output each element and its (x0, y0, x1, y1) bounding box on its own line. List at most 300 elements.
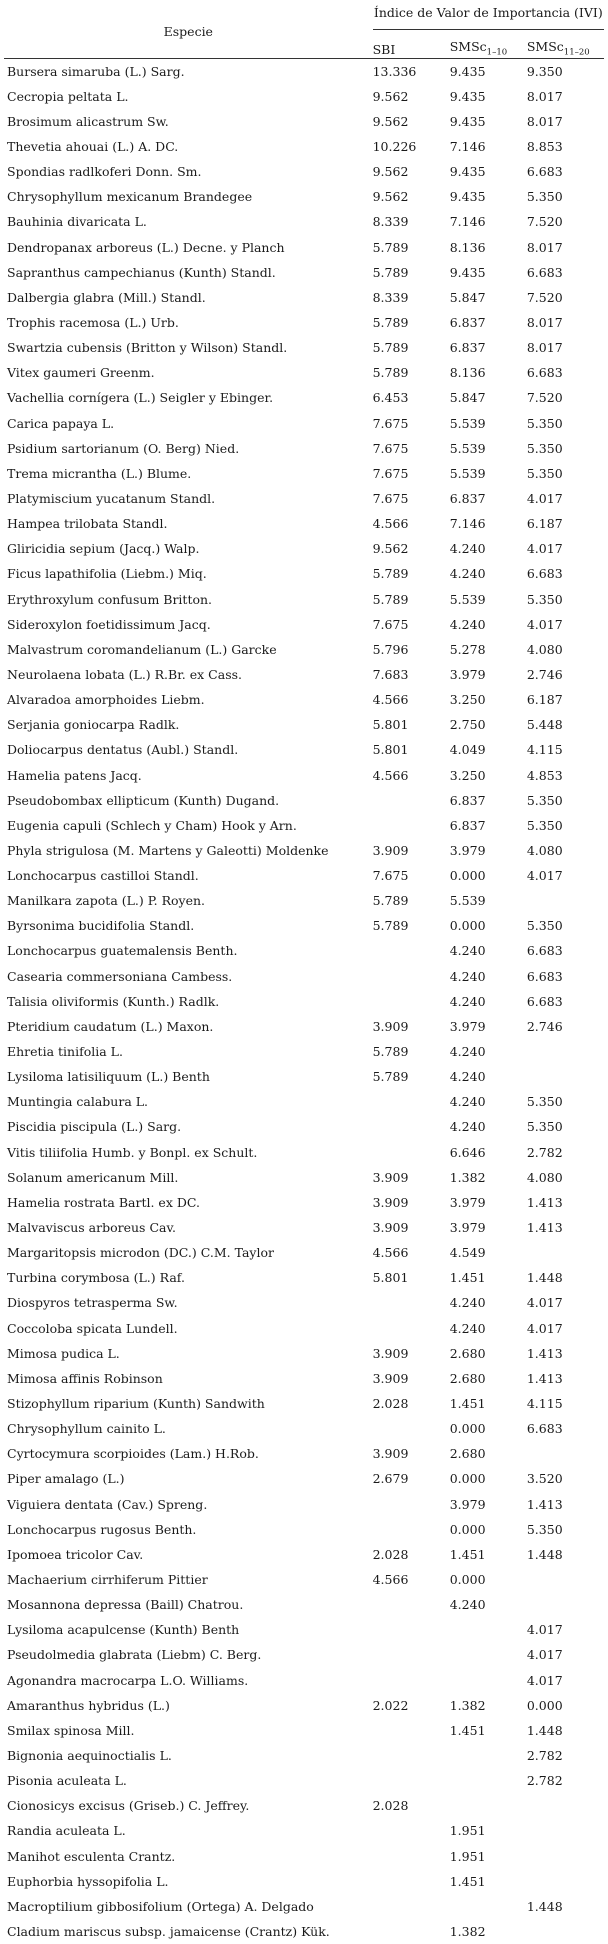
species-cell: Pseudobombax ellipticum (Kunth) Dugand. (4, 788, 373, 813)
table-row (4, 612, 604, 637)
table-row (4, 964, 604, 989)
smsc-11-20-cell: 1.413 (527, 1492, 604, 1517)
smsc-1-10-cell: 9.435 (450, 159, 527, 184)
smsc-1-10-cell: 3.979 (450, 662, 527, 687)
table-row (4, 360, 604, 385)
smsc-11-20-cell: 1.413 (527, 1341, 604, 1366)
smsc-1-10-cell: 0.000 (450, 863, 527, 888)
sbi-cell: 3.909 (373, 1165, 450, 1190)
smsc-11-20-cell: 0.000 (527, 1693, 604, 1718)
species-cell: Mimosa affinis Robinson (4, 1366, 373, 1391)
species-cell: Smilax spinosa Mill. (4, 1718, 373, 1743)
smsc-11-20-cell: 8.017 (527, 109, 604, 134)
species-cell: Piscidia piscipula (L.) Sarg. (4, 1114, 373, 1139)
sbi-cell (373, 1642, 450, 1667)
table-row (4, 1517, 604, 1542)
smsc-11-20-cell: 7.520 (527, 385, 604, 410)
smsc-11-20-cell: 5.350 (527, 1114, 604, 1139)
sbi-cell: 5.801 (373, 1265, 450, 1290)
smsc-1-10-cell: 1.451 (450, 1542, 527, 1567)
sbi-cell: 9.562 (373, 109, 450, 134)
smsc-1-10-cell (450, 1617, 527, 1642)
sbi-cell: 10.226 (373, 134, 450, 159)
smsc-1-10-cell: 4.240 (450, 989, 527, 1014)
table-row (4, 461, 604, 486)
species-cell: Lysiloma acapulcense (Kunth) Benth (4, 1617, 373, 1642)
smsc-11-20-cell: 4.853 (527, 762, 604, 787)
smsc-1-10-cell: 5.539 (450, 436, 527, 461)
species-cell: Mimosa pudica L. (4, 1341, 373, 1366)
smsc-1-10-cell: 1.451 (450, 1869, 527, 1894)
sbi-cell (373, 938, 450, 963)
species-cell: Hampea trilobata Standl. (4, 511, 373, 536)
header-ivi: Índice de Valor de Importancia (IVI) (373, 4, 604, 30)
smsc-1-10-cell: 0.000 (450, 1567, 527, 1592)
smsc-1-10-cell: 4.240 (450, 964, 527, 989)
species-cell: Lysiloma latisiliquum (L.) Benth (4, 1064, 373, 1089)
smsc-11-20-cell (527, 1240, 604, 1265)
smsc-11-20-cell: 6.683 (527, 159, 604, 184)
smsc-11-20-cell: 4.080 (527, 838, 604, 863)
species-cell: Coccoloba spicata Lundell. (4, 1316, 373, 1341)
smsc-1-10-cell: 6.837 (450, 335, 527, 360)
smsc-11-20-cell: 8.017 (527, 310, 604, 335)
sbi-cell (373, 1919, 450, 1944)
smsc-11-20-cell: 6.683 (527, 964, 604, 989)
sbi-cell: 5.789 (373, 234, 450, 259)
species-cell: Pseudolmedia glabrata (Liebm) C. Berg. (4, 1642, 373, 1667)
species-cell: Machaerium cirrhiferum Pittier (4, 1567, 373, 1592)
sbi-cell (373, 788, 450, 813)
table-row (4, 1743, 604, 1768)
sbi-cell: 2.028 (373, 1391, 450, 1416)
smsc-11-20-cell: 5.350 (527, 461, 604, 486)
species-cell: Solanum americanum Mill. (4, 1165, 373, 1190)
species-cell: Diospyros tetrasperma Sw. (4, 1290, 373, 1315)
species-cell: Margaritopsis microdon (DC.) C.M. Taylor (4, 1240, 373, 1265)
sbi-cell: 3.909 (373, 1215, 450, 1240)
smsc-11-20-cell (527, 1818, 604, 1843)
smsc-11-20-cell: 6.683 (527, 561, 604, 586)
smsc-11-20-cell: 8.017 (527, 335, 604, 360)
smsc-11-20-cell (527, 1869, 604, 1894)
sbi-cell: 7.683 (373, 662, 450, 687)
species-cell: Euphorbia hyssopifolia L. (4, 1869, 373, 1894)
table-row (4, 1466, 604, 1491)
smsc-11-20-cell: 9.350 (527, 59, 604, 84)
smsc-11-20-cell: 4.017 (527, 536, 604, 561)
species-cell: Vitex gaumeri Greenm. (4, 360, 373, 385)
species-cell: Pisonia aculeata L. (4, 1768, 373, 1793)
smsc-11-20-cell: 1.448 (527, 1542, 604, 1567)
sbi-cell: 4.566 (373, 1567, 450, 1592)
sbi-cell: 2.028 (373, 1542, 450, 1567)
table-row (4, 1718, 604, 1743)
sbi-cell: 7.675 (373, 863, 450, 888)
species-cell: Macroptilium gibbosifolium (Ortega) A. Delgado (4, 1894, 373, 1919)
smsc-1-10-cell: 4.240 (450, 938, 527, 963)
smsc-11-20-cell: 6.683 (527, 1416, 604, 1441)
table-row (4, 888, 604, 913)
sbi-cell (373, 813, 450, 838)
sbi-cell: 9.562 (373, 84, 450, 109)
header-smsc-11-20-base: SMSc (527, 39, 564, 54)
smsc-1-10-cell: 5.539 (450, 461, 527, 486)
table-row (4, 1843, 604, 1868)
smsc-11-20-cell (527, 1793, 604, 1818)
table-row (4, 1818, 604, 1843)
table-row (4, 410, 604, 435)
sbi-cell: 4.566 (373, 1240, 450, 1265)
smsc-11-20-cell (527, 1592, 604, 1617)
smsc-1-10-cell: 2.750 (450, 712, 527, 737)
species-cell: Muntingia calabura L. (4, 1089, 373, 1114)
smsc-11-20-cell: 2.746 (527, 1014, 604, 1039)
table-row (4, 536, 604, 561)
species-cell: Casearia commersoniana Cambess. (4, 964, 373, 989)
species-cell: Ficus lapathifolia (Liebm.) Miq. (4, 561, 373, 586)
smsc-11-20-cell: 2.782 (527, 1768, 604, 1793)
table-row (4, 1165, 604, 1190)
species-cell: Erythroxylum confusum Britton. (4, 586, 373, 611)
sbi-cell: 9.562 (373, 159, 450, 184)
table-row (4, 209, 604, 234)
smsc-1-10-cell: 3.979 (450, 1215, 527, 1240)
sbi-cell: 5.789 (373, 1064, 450, 1089)
table-row (4, 234, 604, 259)
species-cell: Malvaviscus arboreus Cav. (4, 1215, 373, 1240)
smsc-11-20-cell: 5.350 (527, 913, 604, 938)
smsc-1-10-cell (450, 1768, 527, 1793)
smsc-11-20-cell: 4.080 (527, 1165, 604, 1190)
smsc-1-10-cell: 1.451 (450, 1718, 527, 1743)
smsc-1-10-cell: 9.435 (450, 84, 527, 109)
sbi-cell (373, 1768, 450, 1793)
smsc-1-10-cell (450, 1642, 527, 1667)
smsc-1-10-cell: 3.250 (450, 762, 527, 787)
sbi-cell: 7.675 (373, 461, 450, 486)
sbi-cell (373, 1140, 450, 1165)
smsc-11-20-cell (527, 1843, 604, 1868)
species-cell: Ipomoea tricolor Cav. (4, 1542, 373, 1567)
smsc-1-10-cell: 5.278 (450, 637, 527, 662)
table-row (4, 260, 604, 285)
smsc-1-10-cell: 1.382 (450, 1165, 527, 1190)
species-cell: Trema micrantha (L.) Blume. (4, 461, 373, 486)
table-row (4, 184, 604, 209)
table-row (4, 1316, 604, 1341)
smsc-1-10-cell: 1.382 (450, 1919, 527, 1944)
sbi-cell: 5.789 (373, 1039, 450, 1064)
sbi-cell (373, 1592, 450, 1617)
sbi-cell: 5.789 (373, 310, 450, 335)
sbi-cell: 2.022 (373, 1693, 450, 1718)
species-cell: Mosannona depressa (Baill) Chatrou. (4, 1592, 373, 1617)
table-row (4, 1793, 604, 1818)
species-cell: Hamelia patens Jacq. (4, 762, 373, 787)
smsc-11-20-cell: 4.017 (527, 486, 604, 511)
smsc-1-10-cell: 6.837 (450, 813, 527, 838)
sbi-cell: 4.566 (373, 762, 450, 787)
table-row (4, 109, 604, 134)
table-row (4, 762, 604, 787)
smsc-1-10-cell: 3.979 (450, 1014, 527, 1039)
smsc-11-20-cell (527, 1919, 604, 1944)
species-cell: Platymiscium yucatanum Standl. (4, 486, 373, 511)
table-row (4, 1416, 604, 1441)
smsc-1-10-cell: 4.240 (450, 1592, 527, 1617)
smsc-1-10-cell: 4.240 (450, 1114, 527, 1139)
table-row (4, 938, 604, 963)
table-row (4, 1215, 604, 1240)
smsc-11-20-cell: 6.187 (527, 511, 604, 536)
sbi-cell (373, 1617, 450, 1642)
sbi-cell: 5.789 (373, 888, 450, 913)
smsc-11-20-cell: 5.350 (527, 410, 604, 435)
smsc-1-10-cell: 4.240 (450, 561, 527, 586)
table-row (4, 1668, 604, 1693)
smsc-11-20-cell: 1.448 (527, 1718, 604, 1743)
table-row (4, 1265, 604, 1290)
header-especie: Especie (4, 4, 373, 59)
smsc-1-10-cell: 9.435 (450, 109, 527, 134)
sbi-cell: 5.796 (373, 637, 450, 662)
table-header (4, 4, 604, 59)
species-cell: Dalbergia glabra (Mill.) Standl. (4, 285, 373, 310)
sbi-cell (373, 1517, 450, 1542)
smsc-1-10-cell: 1.951 (450, 1843, 527, 1868)
smsc-1-10-cell: 1.951 (450, 1818, 527, 1843)
species-cell: Turbina corymbosa (L.) Raf. (4, 1265, 373, 1290)
species-cell: Stizophyllum riparium (Kunth) Sandwith (4, 1391, 373, 1416)
smsc-1-10-cell: 8.136 (450, 360, 527, 385)
smsc-11-20-cell: 1.413 (527, 1366, 604, 1391)
species-cell: Dendropanax arboreus (L.) Decne. y Planch (4, 234, 373, 259)
smsc-1-10-cell: 4.240 (450, 536, 527, 561)
sbi-cell: 5.801 (373, 712, 450, 737)
smsc-11-20-cell: 2.782 (527, 1743, 604, 1768)
smsc-1-10-cell: 4.240 (450, 1290, 527, 1315)
table-row (4, 1869, 604, 1894)
species-cell: Alvaradoa amorphoides Liebm. (4, 687, 373, 712)
smsc-11-20-cell: 5.350 (527, 184, 604, 209)
smsc-1-10-cell: 6.837 (450, 788, 527, 813)
sbi-cell: 3.909 (373, 1341, 450, 1366)
sbi-cell: 4.566 (373, 687, 450, 712)
sbi-cell (373, 1668, 450, 1693)
smsc-1-10-cell: 5.847 (450, 285, 527, 310)
table-row (4, 310, 604, 335)
smsc-11-20-cell: 6.683 (527, 989, 604, 1014)
table-row (4, 59, 604, 84)
smsc-1-10-cell: 4.240 (450, 1039, 527, 1064)
smsc-11-20-cell: 7.520 (527, 285, 604, 310)
smsc-1-10-cell: 2.680 (450, 1341, 527, 1366)
species-cell: Psidium sartorianum (O. Berg) Nied. (4, 436, 373, 461)
species-cell: Pteridium caudatum (L.) Maxon. (4, 1014, 373, 1039)
species-cell: Serjania goniocarpa Radlk. (4, 712, 373, 737)
species-cell: Brosimum alicastrum Sw. (4, 109, 373, 134)
table-row (4, 687, 604, 712)
table-row (4, 863, 604, 888)
species-cell: Cladium mariscus subsp. jamaicense (Crantz) Kük. (4, 1919, 373, 1944)
smsc-1-10-cell: 5.539 (450, 586, 527, 611)
smsc-1-10-cell: 6.837 (450, 486, 527, 511)
smsc-11-20-cell: 6.683 (527, 938, 604, 963)
smsc-1-10-cell: 6.646 (450, 1140, 527, 1165)
table-row (4, 813, 604, 838)
table-row (4, 285, 604, 310)
smsc-1-10-cell: 7.146 (450, 134, 527, 159)
sbi-cell (373, 1114, 450, 1139)
species-cell: Trophis racemosa (L.) Urb. (4, 310, 373, 335)
smsc-1-10-cell: 4.240 (450, 1316, 527, 1341)
species-cell: Vachellia cornígera (L.) Seigler y Ebinger. (4, 385, 373, 410)
species-cell: Thevetia ahouai (L.) A. DC. (4, 134, 373, 159)
sbi-cell: 3.909 (373, 1366, 450, 1391)
sbi-cell (373, 1492, 450, 1517)
smsc-11-20-cell (527, 1039, 604, 1064)
smsc-11-20-cell: 1.413 (527, 1190, 604, 1215)
table-row (4, 1366, 604, 1391)
species-cell: Ehretia tinifolia L. (4, 1039, 373, 1064)
species-cell: Cyrtocymura scorpioides (Lam.) H.Rob. (4, 1441, 373, 1466)
smsc-1-10-cell: 4.240 (450, 612, 527, 637)
sbi-cell (373, 1818, 450, 1843)
sbi-cell: 5.789 (373, 335, 450, 360)
species-cell: Bignonia aequinoctialis L. (4, 1743, 373, 1768)
sbi-cell: 5.789 (373, 561, 450, 586)
species-cell: Chrysophyllum mexicanum Brandegee (4, 184, 373, 209)
sbi-cell (373, 964, 450, 989)
sbi-cell: 8.339 (373, 209, 450, 234)
smsc-1-10-cell: 5.539 (450, 410, 527, 435)
sbi-cell (373, 1743, 450, 1768)
header-smsc-11-20 (527, 30, 604, 59)
sbi-cell: 8.339 (373, 285, 450, 310)
species-cell: Manihot esculenta Crantz. (4, 1843, 373, 1868)
smsc-1-10-cell: 9.435 (450, 59, 527, 84)
smsc-11-20-cell: 7.520 (527, 209, 604, 234)
table-row (4, 134, 604, 159)
smsc-11-20-cell: 2.746 (527, 662, 604, 687)
smsc-11-20-cell (527, 1441, 604, 1466)
table-row (4, 1919, 604, 1944)
smsc-11-20-cell: 4.017 (527, 1668, 604, 1693)
species-cell: Malvastrum coromandelianum (L.) Garcke (4, 637, 373, 662)
sbi-cell (373, 989, 450, 1014)
table-row (4, 1240, 604, 1265)
species-cell: Byrsonima bucidifolia Standl. (4, 913, 373, 938)
smsc-11-20-cell: 4.017 (527, 1617, 604, 1642)
sbi-cell: 5.789 (373, 586, 450, 611)
table-row (4, 1391, 604, 1416)
sbi-cell: 13.336 (373, 59, 450, 84)
table-row (4, 1894, 604, 1919)
smsc-1-10-cell: 4.240 (450, 1064, 527, 1089)
table-row (4, 1567, 604, 1592)
species-cell: Vitis tiliifolia Humb. y Bonpl. ex Schult. (4, 1140, 373, 1165)
smsc-11-20-cell: 6.683 (527, 260, 604, 285)
table-row (4, 1089, 604, 1114)
sbi-cell (373, 1843, 450, 1868)
table-row (4, 788, 604, 813)
sbi-cell (373, 1316, 450, 1341)
species-cell: Amaranthus hybridus (L.) (4, 1693, 373, 1718)
sbi-cell: 3.909 (373, 1441, 450, 1466)
species-cell: Sapranthus campechianus (Kunth) Standl. (4, 260, 373, 285)
species-cell: Cecropia peltata L. (4, 84, 373, 109)
smsc-1-10-cell: 3.979 (450, 838, 527, 863)
table-body (4, 59, 604, 1944)
sbi-cell: 3.909 (373, 1190, 450, 1215)
smsc-1-10-cell: 4.240 (450, 1089, 527, 1114)
table-row (4, 662, 604, 687)
species-cell: Piper amalago (L.) (4, 1466, 373, 1491)
sbi-cell: 5.789 (373, 260, 450, 285)
smsc-1-10-cell (450, 1668, 527, 1693)
species-cell: Neurolaena lobata (L.) R.Br. ex Cass. (4, 662, 373, 687)
table-row (4, 1114, 604, 1139)
species-cell: Phyla strigulosa (M. Martens y Galeotti) Moldenke (4, 838, 373, 863)
smsc-11-20-cell: 4.017 (527, 612, 604, 637)
smsc-1-10-cell: 1.382 (450, 1693, 527, 1718)
table-row (4, 511, 604, 536)
table-row (4, 1542, 604, 1567)
species-cell: Doliocarpus dentatus (Aubl.) Standl. (4, 737, 373, 762)
smsc-11-20-cell: 5.350 (527, 1517, 604, 1542)
smsc-1-10-cell: 9.435 (450, 184, 527, 209)
species-cell: Spondias radlkoferi Donn. Sm. (4, 159, 373, 184)
smsc-11-20-cell: 5.350 (527, 586, 604, 611)
sbi-cell (373, 1718, 450, 1743)
table-row (4, 1064, 604, 1089)
smsc-1-10-cell: 5.847 (450, 385, 527, 410)
smsc-1-10-cell: 0.000 (450, 913, 527, 938)
sbi-cell (373, 1869, 450, 1894)
species-cell: Bauhinia divaricata L. (4, 209, 373, 234)
table-row (4, 486, 604, 511)
smsc-11-20-cell: 6.187 (527, 687, 604, 712)
species-cell: Manilkara zapota (L.) P. Royen. (4, 888, 373, 913)
header-smsc-1-10-sub: 1–10 (487, 47, 507, 57)
sbi-cell: 7.675 (373, 486, 450, 511)
sbi-cell (373, 1089, 450, 1114)
species-cell: Hamelia rostrata Bartl. ex DC. (4, 1190, 373, 1215)
header-smsc-1-10-base: SMSc (450, 39, 487, 54)
smsc-11-20-cell: 1.448 (527, 1894, 604, 1919)
smsc-11-20-cell: 4.115 (527, 1391, 604, 1416)
smsc-11-20-cell: 5.350 (527, 788, 604, 813)
table-row (4, 1190, 604, 1215)
smsc-1-10-cell: 3.979 (450, 1190, 527, 1215)
species-cell: Randia aculeata L. (4, 1818, 373, 1843)
sbi-cell: 5.789 (373, 360, 450, 385)
table-row (4, 1617, 604, 1642)
table-row (4, 586, 604, 611)
smsc-11-20-cell: 2.782 (527, 1140, 604, 1165)
sbi-cell: 7.675 (373, 410, 450, 435)
table-row (4, 737, 604, 762)
smsc-11-20-cell: 5.350 (527, 436, 604, 461)
species-cell: Chrysophyllum cainito L. (4, 1416, 373, 1441)
smsc-1-10-cell: 3.979 (450, 1492, 527, 1517)
sbi-cell: 2.028 (373, 1793, 450, 1818)
sbi-cell: 3.909 (373, 1014, 450, 1039)
smsc-11-20-cell: 3.520 (527, 1466, 604, 1491)
smsc-1-10-cell: 7.146 (450, 511, 527, 536)
table-row (4, 838, 604, 863)
